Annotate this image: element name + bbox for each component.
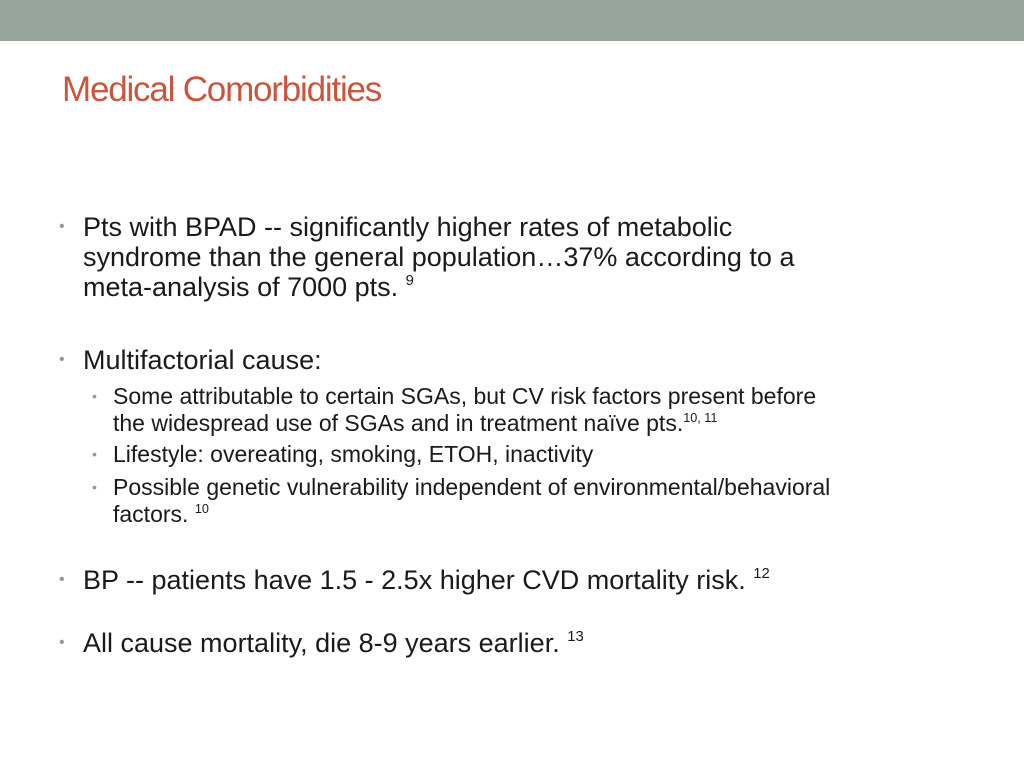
bullet-line <box>83 565 770 600</box>
bullet-dot-icon: • <box>92 446 97 462</box>
subbullet-line-text: the widespread use of SGAs and in treatment naïve pts. <box>113 410 684 436</box>
subbullet-lifestyle <box>92 441 594 468</box>
bullet-line-text: All cause mortality, die 8-9 years earlier. <box>83 628 568 658</box>
subbullet-line-text: factors. <box>113 501 195 527</box>
subbullet-sgas <box>92 383 817 441</box>
subbullet-genetic <box>92 474 831 532</box>
bullet-dot-icon: • <box>92 388 97 404</box>
bullet-line-text: BP -- patients have 1.5 - 2.5x higher CVD mortality risk. <box>83 565 754 595</box>
bullet-dot-icon: • <box>59 571 65 588</box>
reference-superscript: 10 <box>194 501 209 516</box>
reference-superscript: 10, 11 <box>683 410 718 425</box>
reference-superscript: 9 <box>405 272 414 289</box>
bullet-line <box>83 628 584 663</box>
reference-superscript: 13 <box>567 628 584 645</box>
bullet-line <box>83 272 794 307</box>
subbullet-line: Some attributable to certain SGAs, but CV risk factors present before <box>113 383 817 409</box>
bullet-line: Multifactorial cause: <box>83 345 322 375</box>
bullet-dot-icon: • <box>59 218 65 235</box>
slide-title: Medical Comorbidities <box>62 70 382 109</box>
bullet-metabolic-syndrome <box>59 212 795 307</box>
subbullet-line: Possible genetic vulnerability independent of environmental/behavioral <box>113 474 831 500</box>
bullet-cvd-mortality <box>59 565 770 600</box>
subbullet-line <box>113 501 830 532</box>
bullet-line: syndrome than the general population…37% according to a <box>83 242 795 272</box>
bullet-multifactorial-cause <box>59 345 322 375</box>
reference-superscript: 12 <box>753 565 770 582</box>
subbullet-line: Lifestyle: overeating, smoking, ETOH, inactivity <box>113 441 594 467</box>
bullet-dot-icon: • <box>92 479 97 495</box>
bullet-line-text: meta-analysis of 7000 pts. <box>83 272 406 302</box>
bullet-all-cause-mortality <box>59 628 584 663</box>
subbullet-line <box>113 410 816 441</box>
bullet-dot-icon: • <box>59 351 65 368</box>
bullet-line: Pts with BPAD -- significantly higher rates of metabolic <box>83 212 733 242</box>
bullet-dot-icon: • <box>59 634 65 651</box>
